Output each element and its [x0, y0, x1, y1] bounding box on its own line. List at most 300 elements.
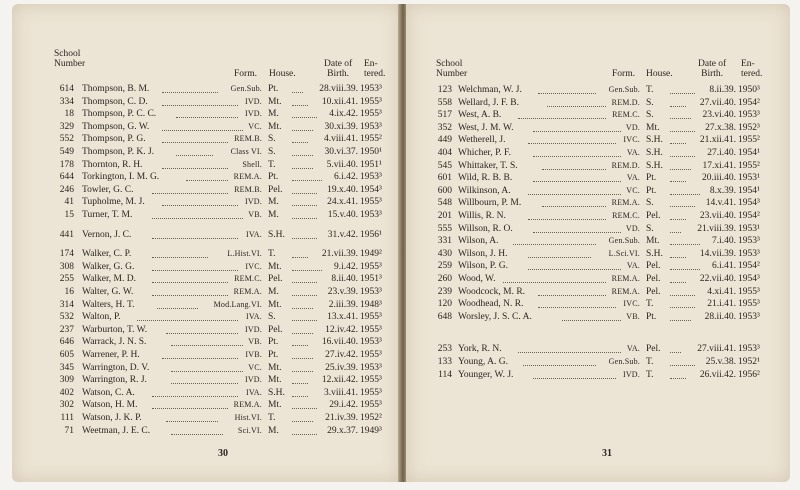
entry-form: Gen.Sub.: [608, 236, 640, 246]
birth-label-right: Birth.: [701, 69, 724, 79]
entry-entered: 1954²: [738, 261, 760, 272]
dot-leader: [542, 194, 606, 207]
dot-leader: [166, 409, 218, 422]
dot-leader: [670, 131, 686, 144]
entry-name: Woodhead, N. R.: [458, 299, 524, 310]
entry-name: Willbourn, P. M.: [458, 198, 522, 209]
table-row: [12, 425, 400, 437]
entry-house: S.H.: [646, 160, 663, 171]
entry-entered: 1955³: [738, 299, 760, 310]
entry-school-number: 549: [59, 147, 74, 157]
entry-school-number: 430: [437, 248, 452, 259]
dot-leader: [670, 308, 691, 321]
entry-school-number: 114: [438, 369, 452, 380]
entry-date-of-birth: 20.iii.40.: [701, 173, 736, 184]
entry-name: Walker, C. P.: [82, 249, 132, 260]
entry-entered: 1953³: [738, 248, 760, 259]
entry-entered: 1952¹: [738, 357, 760, 367]
entry-house: S.H.: [268, 387, 285, 398]
entry-date-of-birth: 21.iv.39.: [325, 413, 358, 423]
entry-school-number: 120: [437, 299, 452, 310]
entry-house: Mt.: [268, 261, 282, 272]
entry-date-of-birth: 31.v.42.: [327, 229, 358, 240]
dot-leader: [162, 118, 244, 131]
dob-header-right: [698, 59, 726, 79]
entry-form: VA.: [626, 344, 640, 354]
entry-date-of-birth: 14.vii.39.: [699, 248, 736, 259]
entry-form: VA.: [626, 148, 640, 157]
entry-form: Sci.VI.: [237, 425, 262, 435]
entry-entered: 1956¹: [360, 229, 382, 240]
entry-school-number: 174: [59, 249, 74, 260]
entry-entered: 1952³: [738, 122, 760, 133]
entry-date-of-birth: 23.vi.40.: [702, 110, 736, 121]
dot-leader: [528, 131, 616, 144]
dot-leader: [176, 105, 238, 118]
dot-leader: [292, 80, 303, 93]
open-book: [12, 4, 790, 484]
dot-leader: [152, 245, 208, 258]
entry-date-of-birth: 29.x.37.: [327, 425, 358, 436]
entry-date-of-birth: 8.ii.40.: [331, 274, 358, 285]
entry-entered: 1955³: [738, 286, 760, 297]
entry-name: Walters, H. T.: [82, 299, 135, 310]
entered-header-right: [741, 59, 762, 79]
entry-date-of-birth: 23.vii.40.: [699, 211, 736, 221]
right-page: [406, 4, 790, 482]
entry-form: L.Sci.VI.: [608, 248, 640, 258]
entry-name: Young, A. G.: [458, 357, 508, 367]
entry-entered: 1955³: [360, 324, 382, 335]
dot-leader: [152, 226, 238, 239]
entry-school-number: 201: [437, 211, 452, 221]
entry-form: Mod.Lang.VI.: [213, 299, 262, 309]
entry-entered: 1953³: [360, 362, 382, 373]
entry-house: Pt.: [646, 185, 657, 196]
dot-leader: [292, 258, 322, 271]
dot-leader: [292, 118, 313, 131]
dot-leader: [162, 193, 239, 206]
entry-school-number: 548: [437, 198, 452, 209]
table-row: [12, 209, 400, 221]
entry-school-number: 558: [437, 97, 452, 108]
entry-form: IVB.: [245, 350, 262, 359]
entry-school-number: 646: [59, 337, 74, 348]
entry-entered: 1954¹: [738, 185, 760, 196]
dot-leader: [152, 181, 228, 194]
entry-house: Mt.: [646, 236, 660, 247]
entry-school-number: 308: [59, 261, 74, 272]
school-label: School: [54, 49, 81, 59]
entry-school-number: 605: [59, 350, 74, 360]
entry-entered: 1955³: [360, 96, 382, 107]
entry-school-number: 600: [437, 185, 452, 196]
dot-leader: [533, 119, 621, 132]
entry-name: Warrener, P. H.: [82, 350, 140, 360]
date-of-label: Date of: [324, 59, 353, 69]
entry-entered: 1953³: [360, 172, 382, 183]
dot-leader: [562, 308, 621, 321]
entry-name: Woodcock, M. R.: [458, 286, 526, 297]
entry-school-number: 18: [64, 109, 74, 120]
entry-form: REM.D.: [611, 160, 640, 170]
number-label: Number: [54, 59, 86, 69]
dot-leader: [292, 296, 313, 309]
entry-house: Mt.: [268, 375, 282, 386]
entry-form: REM.D.: [611, 97, 640, 107]
entry-date-of-birth: 26.vii.42.: [699, 369, 736, 380]
entry-form: REM.C.: [612, 211, 640, 220]
entry-name: Thompson, P. C. C.: [82, 109, 157, 120]
dot-leader: [513, 232, 596, 245]
entry-entered: 1949²: [360, 249, 382, 260]
entry-house: Pel.: [268, 274, 283, 285]
entry-date-of-birth: 28.ii.40.: [704, 311, 736, 322]
entry-date-of-birth: 27.viii.41.: [697, 344, 736, 355]
entry-date-of-birth: 4.xi.41.: [707, 286, 736, 297]
entry-form: VC.: [248, 121, 262, 131]
entry-form: Gen.Sub.: [608, 357, 640, 366]
entry-date-of-birth: 14.v.41.: [705, 198, 736, 209]
entry-form: IVD.: [244, 375, 262, 385]
tered-label-right: tered.: [741, 69, 763, 79]
entry-name: Whicher, P. F.: [458, 148, 511, 158]
entry-entered: 1955²: [738, 160, 760, 171]
entry-house: S.H.: [646, 135, 663, 146]
dot-leader: [542, 157, 606, 170]
dot-leader: [292, 333, 308, 346]
entry-name: Wilson, J. H.: [458, 248, 508, 259]
entry-entered: 1951³: [360, 274, 382, 285]
entry-house: Pel.: [646, 274, 661, 284]
entry-entered: 1955³: [360, 350, 382, 360]
en-label: En-: [364, 59, 378, 69]
entry-school-number: 329: [59, 121, 74, 132]
dot-leader: [533, 366, 616, 379]
dot-leader: [162, 93, 239, 106]
entry-date-of-birth: 25.iv.39.: [325, 362, 358, 373]
entry-form: IVC.: [245, 261, 262, 271]
entry-house: Mt.: [268, 299, 282, 310]
dot-leader: [670, 232, 700, 245]
dot-leader: [670, 245, 686, 258]
entry-entered: 1955³: [360, 375, 382, 386]
entry-form: REM.C.: [612, 110, 640, 120]
entry-form: IVA.: [246, 387, 262, 397]
dot-leader: [292, 181, 317, 194]
dot-leader: [137, 308, 238, 321]
entry-school-number: 532: [59, 312, 74, 323]
dot-leader: [670, 353, 695, 366]
dot-leader: [670, 94, 686, 107]
entry-house: Mt.: [268, 96, 282, 107]
entry-house: Pt.: [268, 84, 279, 94]
entry-school-number: 239: [437, 286, 452, 297]
entry-date-of-birth: 25.v.38.: [705, 357, 736, 367]
entry-school-number: 517: [437, 110, 452, 121]
entry-name: Watson, C. A.: [82, 387, 135, 398]
dot-leader: [152, 283, 228, 296]
entry-house: Pt.: [646, 173, 657, 184]
entry-date-of-birth: 12.xii.42.: [321, 375, 358, 386]
dot-leader: [152, 396, 228, 409]
dot-leader: [152, 270, 228, 283]
entry-date-of-birth: 4.ix.42.: [329, 109, 358, 120]
entry-date-of-birth: 28.viii.39.: [319, 84, 358, 94]
entry-school-number: 334: [59, 96, 74, 107]
entry-name: Wilson, A.: [458, 236, 499, 247]
entry-name: Warburton, T. W.: [82, 324, 148, 335]
entry-name: Thompson, G. W.: [82, 121, 150, 132]
entry-house: Pt.: [268, 337, 279, 348]
entry-name: Thompson, C. D.: [82, 96, 148, 107]
entry-name: Wellard, J. F. B.: [458, 97, 520, 108]
dot-leader: [292, 226, 317, 239]
entry-date-of-birth: 22.vii.40.: [699, 274, 736, 284]
entry-form: REM.B.: [234, 134, 262, 144]
left-page: [12, 4, 400, 482]
table-row: [406, 369, 790, 381]
entry-name: Thompson, B. M.: [82, 84, 150, 94]
entry-name: Tupholme, M. J.: [82, 197, 145, 208]
entry-school-number: 614: [59, 84, 74, 94]
entry-name: Thornton, R. H.: [82, 159, 143, 170]
entry-school-number: 71: [64, 425, 74, 436]
dot-leader: [171, 371, 238, 384]
dot-leader: [292, 283, 317, 296]
entry-date-of-birth: 27.vii.40.: [699, 97, 736, 108]
entry-date-of-birth: 6.i.42.: [333, 172, 358, 183]
entry-entered: 1950¹: [360, 147, 382, 157]
entry-entered: 1954¹: [738, 148, 760, 158]
entry-name: York, R. N.: [458, 344, 502, 355]
entry-school-number: 255: [59, 274, 74, 285]
entry-name: Wilkinson, A.: [458, 185, 511, 196]
table-row: [406, 235, 790, 247]
entry-entered: 1954²: [738, 97, 760, 108]
dot-leader: [171, 333, 243, 346]
dot-leader: [162, 156, 229, 169]
entry-entered: 1953³: [738, 236, 760, 247]
entry-date-of-birth: 7.i.40.: [711, 236, 736, 247]
entry-form: IVD.: [622, 369, 640, 379]
entry-date-of-birth: 8.ii.39.: [709, 85, 736, 95]
dot-leader: [292, 422, 317, 435]
entry-house: S.: [646, 223, 654, 234]
entry-house: S.: [268, 147, 276, 157]
number-label-right: Number: [436, 69, 468, 79]
entry-house: M.: [268, 109, 279, 120]
entry-name: Warrington, R. J.: [82, 375, 147, 386]
entry-entered: 1948³: [360, 299, 382, 310]
dot-leader: [670, 194, 695, 207]
entry-form: Gen.Sub.: [608, 85, 640, 94]
entry-school-number: 345: [59, 362, 74, 373]
entry-entered: 1955³: [360, 400, 382, 411]
en-label-right: En-: [741, 59, 755, 69]
entry-house: S.H.: [268, 229, 285, 240]
dot-leader: [670, 283, 695, 296]
entry-house: T.: [646, 85, 654, 95]
entry-name: Torkington, I. M. G.: [82, 172, 160, 183]
dot-leader: [528, 207, 606, 220]
entry-date-of-birth: 30.xi.39.: [324, 121, 358, 132]
entry-form: VC.: [248, 362, 262, 372]
entry-house: S.: [646, 198, 654, 209]
house-header: House.: [269, 69, 296, 79]
entry-name: Welchman, W. J.: [458, 85, 522, 95]
entry-house: Mt.: [268, 362, 282, 373]
dot-leader: [670, 366, 686, 379]
entry-date-of-birth: 10.xii.41.: [321, 96, 358, 107]
entry-school-number: 253: [437, 344, 452, 355]
dot-leader: [670, 169, 686, 182]
entry-name: Worsley, J. S. C. A.: [458, 311, 532, 322]
entry-school-number: 16: [64, 287, 74, 297]
entry-house: M.: [268, 425, 279, 436]
entry-house: T.: [646, 357, 654, 367]
dot-leader: [528, 245, 591, 258]
house-header-right: House.: [646, 69, 673, 79]
entry-name: Walton, P.: [82, 312, 121, 323]
dot-leader: [152, 258, 238, 271]
entry-date-of-birth: 4.viii.41.: [323, 134, 358, 145]
entry-date-of-birth: 27.iv.42.: [325, 350, 358, 360]
entry-house: S.H.: [646, 148, 663, 158]
entry-date-of-birth: 2.iii.39.: [328, 299, 358, 310]
entry-school-number: 441: [59, 229, 74, 240]
entry-school-number: 246: [59, 184, 74, 195]
entry-date-of-birth: 8.x.39.: [709, 185, 736, 196]
entry-house: T.: [646, 299, 654, 310]
dot-leader: [157, 296, 198, 309]
entry-entered: 1953³: [738, 311, 760, 322]
dot-leader: [523, 353, 596, 366]
entry-date-of-birth: 15.v.40.: [327, 210, 358, 220]
entry-school-number: 555: [437, 223, 452, 234]
entry-house: Pt.: [268, 350, 279, 360]
entry-name: West, A. B.: [458, 110, 502, 121]
dot-leader: [670, 182, 700, 195]
dot-leader: [292, 130, 308, 143]
entry-house: Pel.: [646, 286, 661, 297]
entry-house: T.: [646, 369, 654, 380]
entry-name: Walker, G. G.: [82, 261, 135, 272]
entry-entered: 1953¹: [738, 173, 760, 184]
entry-house: S.: [268, 134, 276, 145]
entry-form: VA.: [626, 173, 640, 183]
entry-school-number: 449: [437, 135, 452, 146]
entry-form: REM.A.: [233, 287, 262, 296]
dot-leader: [670, 157, 691, 170]
entry-date-of-birth: 13.x.41.: [327, 312, 358, 323]
entry-house: Mt.: [646, 122, 660, 133]
entry-school-number: 552: [59, 134, 74, 145]
dot-leader: [533, 220, 621, 233]
entry-entered: 1953³: [360, 210, 382, 220]
entry-date-of-birth: 16.vii.40.: [321, 337, 358, 348]
entry-date-of-birth: 19.x.40.: [327, 184, 358, 195]
dot-leader: [162, 346, 239, 359]
page-number-left: 30: [218, 448, 228, 459]
entry-form: VD.: [625, 223, 640, 233]
dot-leader: [292, 93, 308, 106]
entry-name: Walker, M. D.: [82, 274, 136, 285]
entry-form: IVA.: [246, 229, 262, 239]
dot-leader: [162, 80, 219, 93]
entry-name: Watson, J. K. P.: [82, 413, 142, 423]
dot-leader: [292, 193, 317, 206]
entry-form: REM.A.: [233, 400, 262, 410]
entry-house: T.: [268, 413, 276, 423]
entry-form: REM.A.: [233, 172, 262, 182]
dot-leader: [670, 257, 700, 270]
entry-name: Younger, W. J.: [458, 369, 514, 380]
dot-leader: [171, 359, 243, 372]
entry-name: Weetman, J. E. C.: [82, 425, 151, 436]
entry-name: Thompson, P. G.: [82, 134, 146, 145]
entry-entered: 1954²: [738, 211, 760, 221]
entry-school-number: 404: [437, 148, 452, 158]
entry-house: M.: [268, 197, 279, 208]
entry-name: Wilson, P. G.: [458, 261, 509, 272]
entry-house: M.: [268, 210, 279, 220]
entry-school-number: 648: [437, 311, 452, 322]
birth-label: Birth.: [327, 69, 350, 79]
entry-date-of-birth: 12.iv.42.: [325, 324, 358, 335]
entry-date-of-birth: 3.viii.41.: [323, 387, 358, 398]
entry-entered: 1955²: [360, 134, 382, 145]
entry-form: IVC.: [623, 135, 640, 145]
entry-name: Thompson, P. K. J.: [82, 147, 155, 157]
dot-leader: [538, 283, 607, 296]
dot-leader: [292, 359, 313, 372]
form-header-right: Form.: [612, 69, 635, 79]
dot-leader: [292, 105, 317, 118]
entry-school-number: 15: [64, 210, 74, 220]
entry-form: VC.: [626, 185, 640, 195]
entry-school-number: 644: [59, 172, 74, 183]
dot-leader: [518, 340, 621, 353]
entry-date-of-birth: 21.viii.39.: [697, 223, 736, 234]
entry-house: T.: [268, 159, 276, 170]
dot-leader: [670, 295, 695, 308]
entry-school-number: 237: [59, 324, 74, 335]
entry-entered: 1955³: [360, 387, 382, 398]
page-number-right: 31: [602, 448, 612, 459]
entry-school-number: 111: [60, 413, 74, 423]
dot-leader: [166, 321, 238, 334]
dot-leader: [518, 106, 606, 119]
entry-school-number: 314: [59, 299, 74, 310]
entry-house: Pel.: [646, 261, 661, 272]
dot-leader: [528, 257, 621, 270]
entry-entered: 1954³: [738, 198, 760, 209]
school-header: [54, 49, 85, 69]
entry-entered: 1953³: [360, 337, 382, 348]
entry-entered: 1951¹: [360, 159, 382, 170]
entry-school-number: 331: [437, 236, 452, 247]
entry-entered: 1955²: [738, 135, 760, 146]
entry-entered: 1956²: [738, 369, 760, 380]
entry-date-of-birth: 29.i.42.: [329, 400, 358, 411]
entry-school-number: 402: [59, 387, 74, 398]
entry-form: Class VI.: [230, 147, 262, 156]
dot-leader: [503, 270, 606, 283]
entry-house: Pel.: [268, 324, 283, 335]
entry-name: Walter, G. W.: [82, 287, 134, 297]
dot-leader: [670, 207, 686, 220]
